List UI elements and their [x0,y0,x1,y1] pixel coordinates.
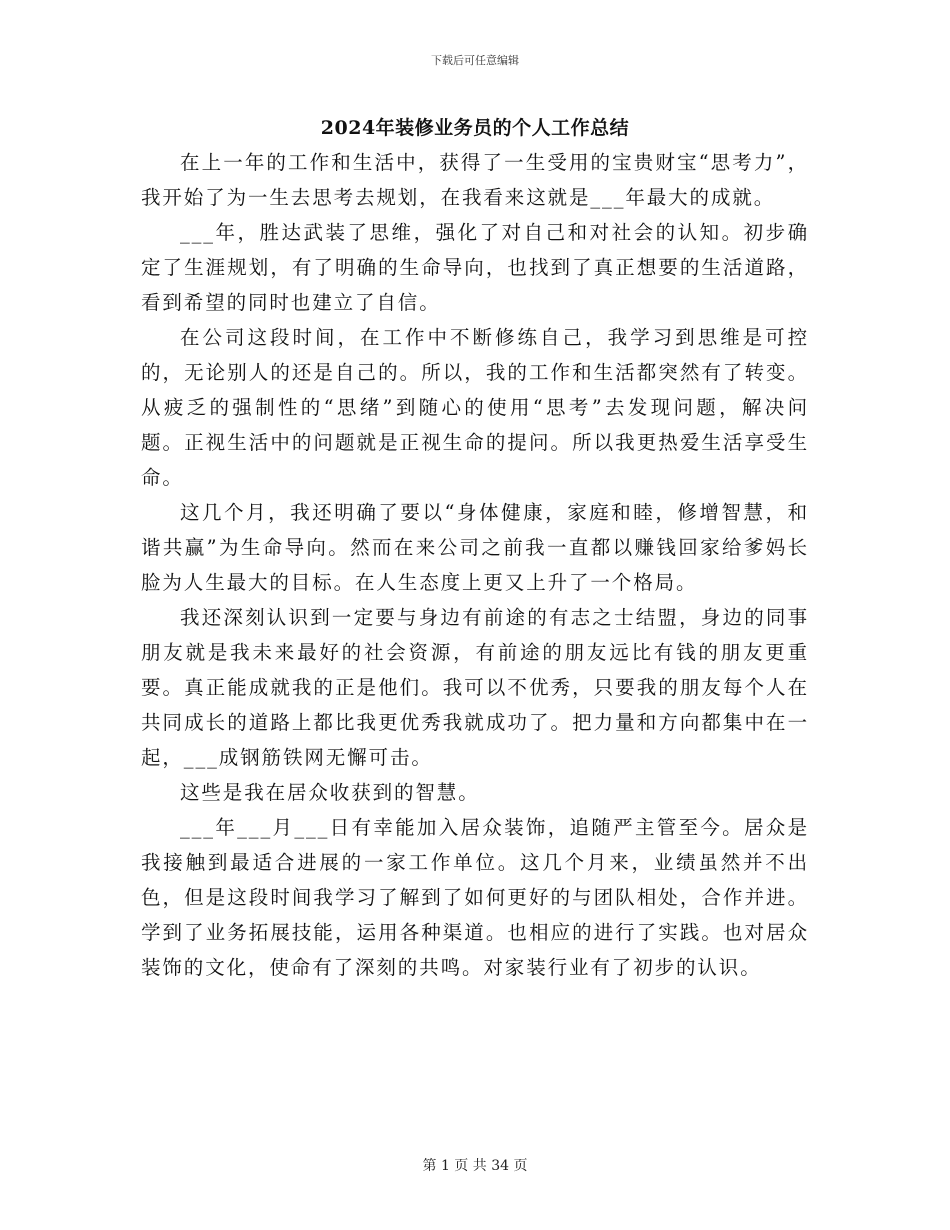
paragraph: ___年___月___日有幸能加入居众装饰，追随严主管至今。居众是我接触到最适合进展的一家工作单位。这几个月来，业绩虽然并不出色，但是这段时间我学习了解到了如何更好的与团队相处，合作并进。学到了业务拓展技能，运用各种渠道。也相应的进行了实践。也对居众装饰的文化，使命有了深刻的共鸣。对家装行业有了初步的认识。 [141,816,809,979]
paragraph: 在上一年的工作和生活中，获得了一生受用的宝贵财宝“思考力”，我开始了为一生去思考去规划，在我看来这就是___年最大的成就。 [141,151,809,209]
paragraph: ___年，胜达武装了思维，强化了对自己和对社会的认知。初步确定了生涯规划，有了明确的生命导向，也找到了真正想要的生活道路，看到希望的同时也建立了自信。 [141,221,809,314]
document-title: 2024年装修业务员的个人工作总结 [320,117,630,139]
document-body [141,145,809,985]
paragraph: 在公司这段时间，在工作中不断修练自己，我学习到思维是可控的，无论别人的还是自己的。所以，我的工作和生活都突然有了转变。从疲乏的强制性的“思绪”到随心的使用“思考”去发现问题，解决问题。正视生活中的问题就是正视生命的提问。所以我更热爱生活享受生命。 [141,326,809,489]
paragraph: 这些是我在居众收获到的智慧。 [180,781,480,804]
paragraph: 这几个月，我还明确了要以“身体健康，家庭和睦，修增智慧，和谐共赢”为生命导向。然而在来公司之前我一直都以赚钱回家给爹妈长脸为人生最大的目标。在人生态度上更又上升了一个格局。 [141,501,809,594]
page-number: 第 1 页 共 34 页 [422,1158,528,1174]
paragraph: 我还深刻认识到一定要与身边有前途的有志之士结盟，身边的同事朋友就是我未来最好的社会资源，有前途的朋友远比有钱的朋友更重要。真正能成就我的正是他们。我可以不优秀，只要我的朋友每个人在共同成长的道路上都比我更优秀我就成功了。把力量和方向都集中在一起，___成钢筋铁网无懈可击。 [141,606,809,769]
download-edit-note: 下载后可任意编辑 [431,54,519,67]
